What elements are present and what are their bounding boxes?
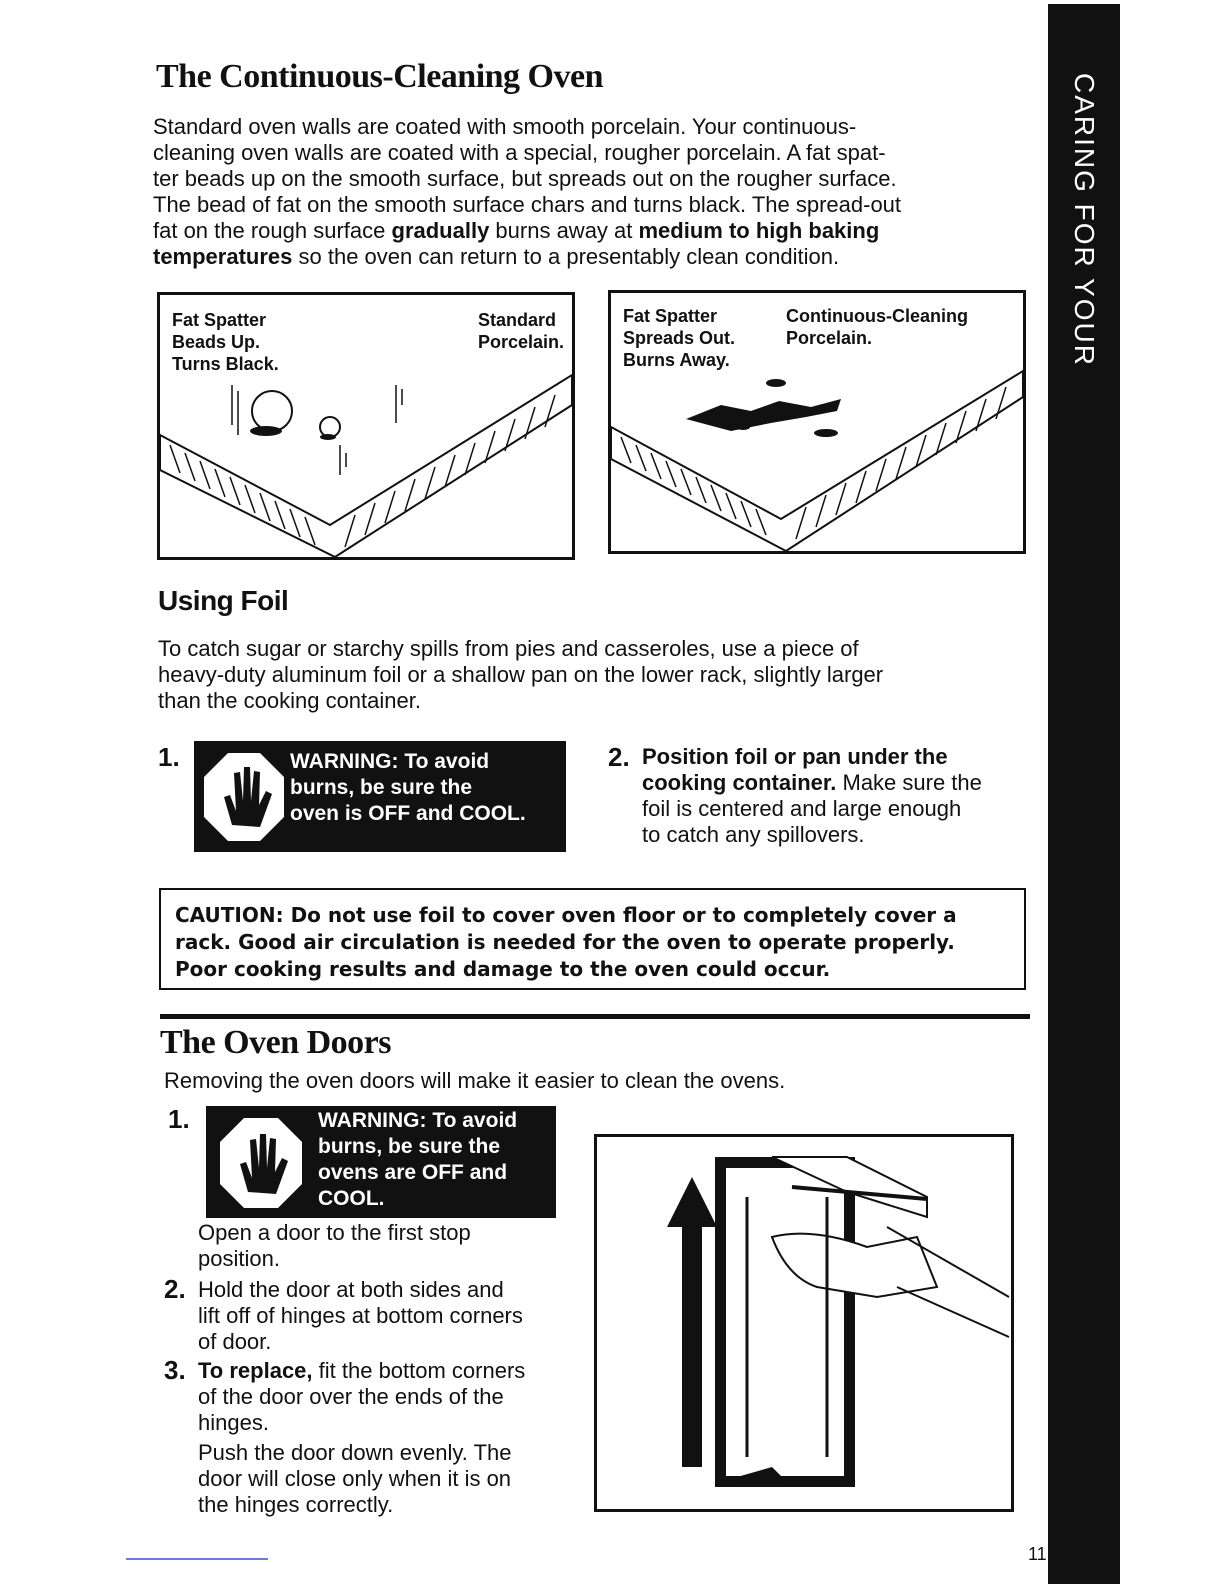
para-line: heavy-duty aluminum foil or a shallow pan on the lower rack, slightly larger bbox=[158, 662, 884, 687]
oven-doors-step2-text: Hold the door at both sides and lift off of hinges at bottom corners of door. bbox=[198, 1277, 523, 1354]
porcelain-illustration bbox=[160, 295, 572, 557]
para-line: than the cooking container. bbox=[158, 688, 421, 713]
section-title-oven-doors: The Oven Doors bbox=[160, 1024, 391, 1061]
para-line: fat on the rough surface gradually burns away at medium to high baking bbox=[153, 218, 880, 243]
figure-label-left: Fat Spatter Spreads Out. Burns Away. bbox=[623, 306, 736, 370]
hand-warning-icon bbox=[204, 753, 284, 841]
section-divider bbox=[160, 1014, 1030, 1019]
door-removal-illustration bbox=[597, 1137, 1011, 1509]
figure-label-left: Fat Spatter Beads Up. Turns Black. bbox=[172, 310, 279, 374]
figure-label-right: Continuous-Cleaning Porcelain. bbox=[786, 306, 968, 348]
hand-warning-icon bbox=[220, 1118, 302, 1208]
para-line: Standard oven walls are coated with smooth porcelain. Your continuous- bbox=[153, 114, 857, 139]
para-line: cleaning oven walls are coated with a special, rougher porcelain. A fat spat- bbox=[153, 140, 886, 165]
step2-text: Position foil or pan under the cooking container. Make sure the foil is centered and large enough to catch any spillovers. bbox=[642, 744, 982, 847]
figure-door-removal bbox=[594, 1134, 1014, 1512]
oven-doors-intro: Removing the oven doors will make it easier to clean the ovens. bbox=[164, 1068, 786, 1093]
warning-box bbox=[194, 741, 566, 852]
step-number: 1. bbox=[168, 1104, 190, 1134]
para-line: To catch sugar or starchy spills from pies and casseroles, use a piece of bbox=[158, 636, 859, 661]
figure-continuous-cleaning-porcelain bbox=[608, 290, 1026, 554]
oven-doors-step3-text: To replace, fit the bottom corners of the door over the ends of the hinges. Push the door down evenly. The door will close only when it is on the hinges correctly. bbox=[198, 1358, 526, 1517]
porcelain-illustration bbox=[611, 293, 1023, 551]
figure-standard-porcelain bbox=[157, 292, 575, 560]
warning-text: WARNING: To avoid burns, be sure the oven is OFF and COOL. bbox=[290, 750, 526, 825]
figure-label-right: Standard Porcelain. bbox=[477, 310, 564, 352]
section1-paragraph bbox=[153, 114, 1033, 270]
warning-text: WARNING: To avoid burns, be sure the ovens are OFF and COOL. bbox=[318, 1109, 518, 1210]
oven-doors-step1-text: Open a door to the first stop position. bbox=[198, 1220, 471, 1271]
step-number: 1. bbox=[158, 742, 180, 772]
using-foil-paragraph bbox=[158, 636, 1018, 714]
warning-box bbox=[206, 1106, 556, 1218]
section-title-continuous-cleaning: The Continuous-Cleaning Oven bbox=[156, 58, 603, 95]
para-line: The bead of fat on the smooth surface chars and turns black. The spread-out bbox=[153, 192, 902, 217]
para-line: temperatures so the oven can return to a presentably clean condition. bbox=[153, 244, 840, 269]
caution-box bbox=[159, 888, 1026, 990]
page-number: 11 bbox=[1028, 1544, 1047, 1564]
para-line: ter beads up on the smooth surface, but spreads out on the rougher surface. bbox=[153, 166, 897, 191]
step-number: 2. bbox=[608, 742, 630, 772]
section-title-using-foil: Using Foil bbox=[158, 585, 289, 616]
caution-text: CAUTION: Do not use foil to cover oven floor or to completely cover a rack. Good air circulation is needed for the oven to operate properly. Poor cooking results and damage to the oven could occur. bbox=[175, 903, 957, 981]
side-tab-label: CARING FOR YOUR OVEN bbox=[1009, 73, 1100, 367]
scan-artifact-line bbox=[126, 1558, 268, 1560]
step-number: 2. bbox=[164, 1274, 186, 1304]
step-number: 3. bbox=[164, 1355, 186, 1385]
